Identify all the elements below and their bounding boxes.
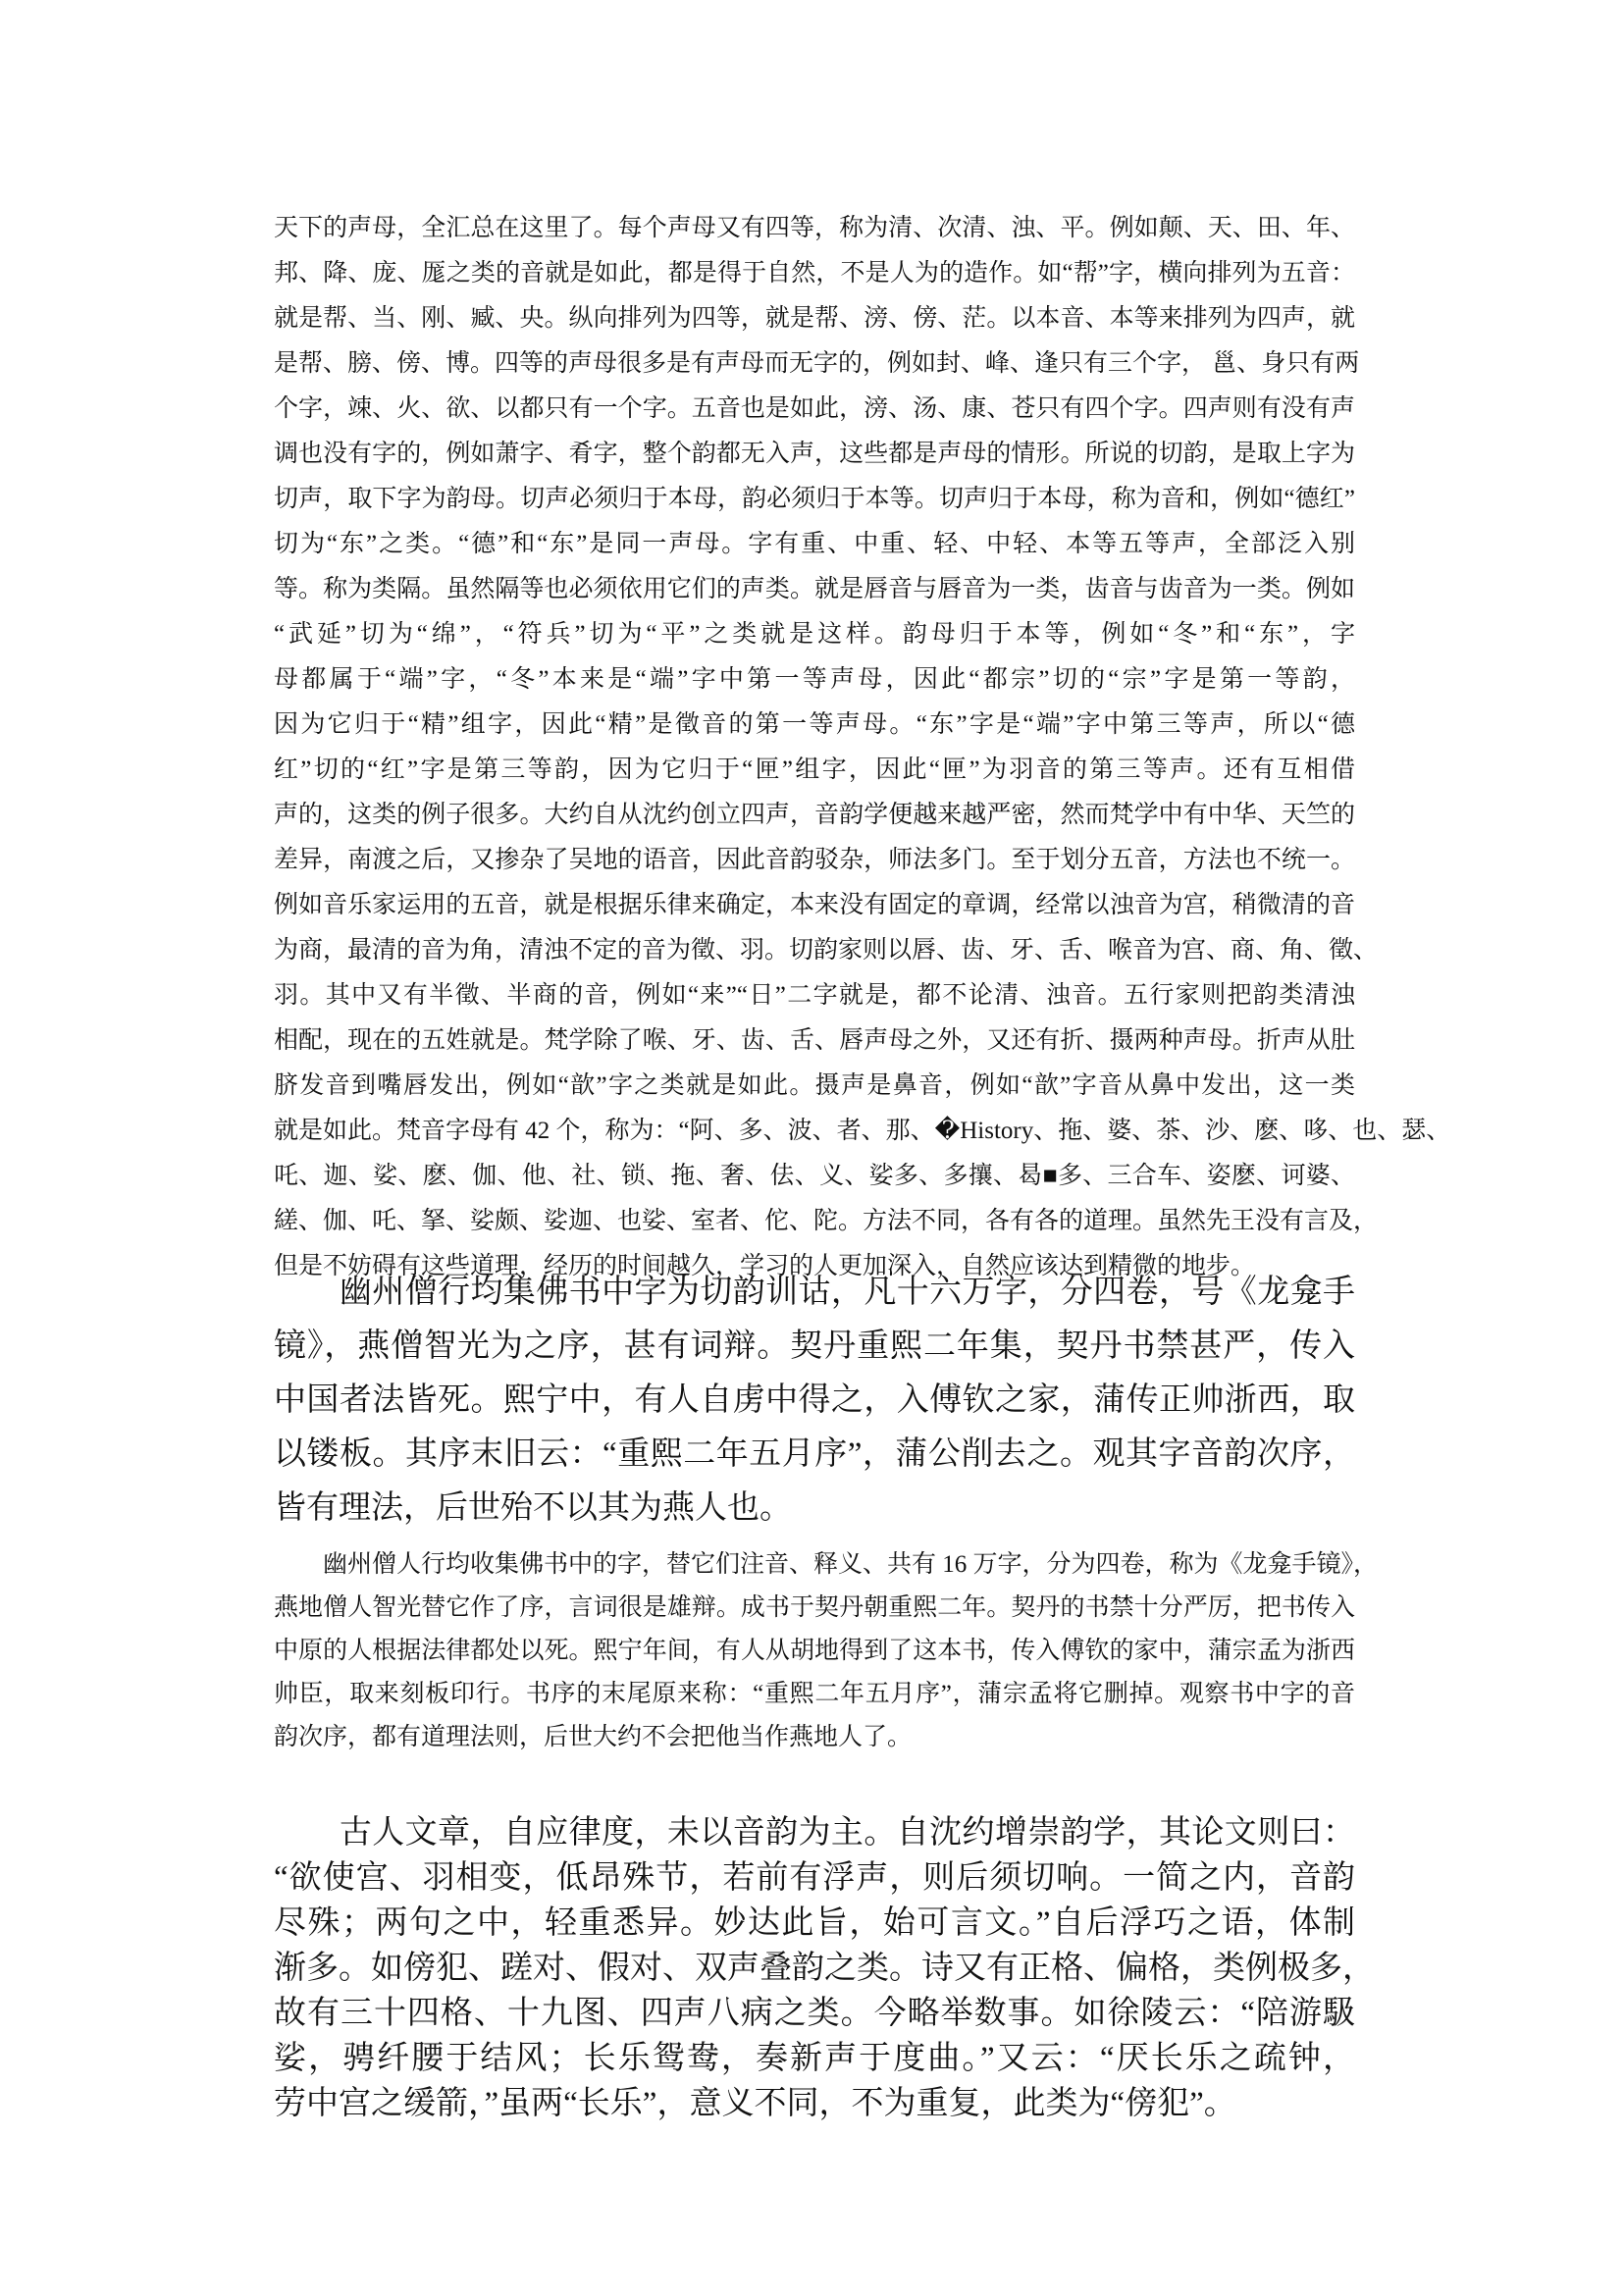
text-line: 是帮、膀、傍、博。四等的声母很多是有声母而无字的，例如封、峰、逢只有三个字， 邕、身只有两: [274, 350, 1360, 377]
text-line: 红”切的“红”字是第三等韵，因为它归于“匣”组字，因此“匣”为羽音的第三等声。还有互相借: [274, 756, 1355, 783]
text-line: 镜》，燕僧智光为之序，甚有词辩。契丹重熙二年集，契丹书禁甚严，传入: [274, 1329, 1355, 1364]
paragraph-original-longkan: [274, 1266, 1355, 1536]
text-line: 但是不妨碍有这些道理，经历的时间越久，学习的人更加深入，自然应该达到精微的地步。: [274, 1253, 1256, 1279]
text-line: 切为“东”之类。“德”和“东”是同一声母。字有重、中重、轻、中轻、本等五等声，全部泛入别: [274, 531, 1355, 557]
text-line: 脐发音到嘴唇发出，例如“歆”字之类就是如此。摄声是鼻音，例如“歆”字音从鼻中发出，这一类: [274, 1072, 1355, 1099]
text-line: 古人文章，自应律度，未以音韵为主。自沈约增崇韵学，其论文则曰：: [274, 1815, 1355, 1851]
text-line: 羽。其中又有半徵、半商的音，例如“来”“日”二字就是，都不论清、浊音。五行家则把韵类清浊: [274, 982, 1355, 1009]
text-line: 韵次序，都有道理法则，后世大约不会把他当作燕地人了。: [274, 1724, 913, 1750]
text-line: 縒、伽、吒、拏、娑颇、娑迦、也娑、室者、佗、陀。方法不同，各有各的道理。虽然先王没有言及，: [274, 1208, 1379, 1234]
text-line: 就是如此。梵音字母有 42 个，称为：“阿、多、波、者、那、�History、拖、婆、茶、沙、麽、哆、也、瑟、: [274, 1118, 1451, 1144]
text-line: “武延”切为“绵”，“符兵”切为“平”之类就是这样。韵母归于本等，例如“冬”和“东”，字: [274, 621, 1355, 648]
text-line: 故有三十四格、十九图、四声八病之类。今略举数事。如徐陵云：“陪游馺: [274, 1996, 1355, 2031]
text-line: 天下的声母，全汇总在这里了。每个声母又有四等，称为清、次清、浊、平。例如颠、天、田、年、: [274, 215, 1355, 241]
text-line: 差异，南渡之后，又掺杂了吴地的语音，因此音韵驳杂，师法多门。至于划分五音，方法也不统一。: [274, 847, 1355, 873]
text-line: 幽州僧行均集佛书中字为切韵训诂，凡十六万字，分四卷，号《龙龛手: [274, 1275, 1355, 1310]
text-line: 就是帮、当、刚、臧、央。纵向排列为四等，就是帮、滂、傍、茫。以本音、本等来排列为四声，就: [274, 305, 1355, 332]
text-line: 娑，骋纤腰于结风；长乐鸳鸯，奏新声于度曲。”又云：“厌长乐之疏钟，: [274, 2041, 1355, 2076]
text-line: 声的，这类的例子很多。大约自从沈约创立四声，音韵学便越来越严密，然而梵学中有中华、天竺的: [274, 802, 1355, 828]
paragraph-translation-longkan: [274, 1543, 1379, 1759]
text-line: 切声，取下字为韵母。切声必须归于本母，韵必须归于本等。切声归于本母，称为音和，例如“德红”: [274, 486, 1355, 512]
paragraph-translation-phonology: [274, 206, 1451, 1289]
text-line: 以镂板。其序末旧云：“重熙二年五月序”，蒲公削去之。观其字音韵次序，: [274, 1436, 1355, 1472]
text-line: 吒、迦、娑、麽、伽、他、社、锁、拖、奢、佉、义、娑多、多攘、曷■多、三合车、姿麽、诃婆、: [274, 1163, 1355, 1189]
text-line: 渐多。如傍犯、蹉对、假对、双声叠韵之类。诗又有正格、偏格，类例极多，: [274, 1951, 1375, 1986]
text-line: 幽州僧人行均收集佛书中的字，替它们注音、释义、共有 16 万字，分为四卷，称为《龙龛手镜》，: [274, 1551, 1379, 1578]
text-line: 邦、降、庞、厖之类的音就是如此，都是得于自然，不是人为的造作。如“帮”字，横向排列为五音：: [274, 260, 1355, 287]
text-line: 中国者法皆死。熙宁中，有人自虏中得之，入傅钦之家，蒲传正帅浙西，取: [274, 1382, 1355, 1418]
text-line: 为商，最清的音为角，清浊不定的音为徵、羽。切韵家则以唇、齿、牙、舌、喉音为宫、商、角、徵、: [274, 937, 1379, 964]
text-line: 相配，现在的五姓就是。梵学除了喉、牙、齿、舌、唇声母之外，又还有折、摄两种声母。折声从肚: [274, 1027, 1355, 1054]
text-line: 例如音乐家运用的五音，就是根据乐律来确定，本来没有固定的章调，经常以浊音为宫，稍微清的音: [274, 892, 1355, 918]
text-line: 帅臣，取来刻板印行。书序的末尾原来称：“重熙二年五月序”，蒲宗孟将它删掉。观察书中字的音: [274, 1681, 1355, 1707]
text-line: 因为它归于“精”组字，因此“精”是徵音的第一等声母。“东”字是“端”字中第三等声，所以“德: [274, 711, 1355, 738]
text-line: 燕地僧人智光替它作了序，言词很是雄辩。成书于契丹朝重熙二年。契丹的书禁十分严厉，把书传入: [274, 1594, 1355, 1621]
text-line: 尽殊；两句之中，轻重悉异。妙达此旨，始可言文。”自后浮巧之语，体制: [274, 1905, 1355, 1941]
text-line: “欲使宫、羽相变，低昂殊节，若前有浮声，则后须切响。一简之内，音韵: [274, 1860, 1355, 1896]
text-line: 等。称为类隔。虽然隔等也必须依用它们的声类。就是唇音与唇音为一类，齿音与齿音为一类。例如: [274, 576, 1355, 602]
paragraph-original-wenzhang: [274, 1810, 1375, 2126]
text-line: 中原的人根据法律都处以死。熙宁年间，有人从胡地得到了这本书，传入傅钦的家中，蒲宗孟为浙西: [274, 1638, 1355, 1664]
text-line: 皆有理法，后世殆不以其为燕人也。: [274, 1490, 792, 1526]
text-line: 母都属于“端”字，“冬”本来是“端”字中第一等声母，因此“都宗”切的“宗”字是第一等韵，: [274, 666, 1355, 693]
text-line: 劳中宫之缓箭，”虽两“长乐”，意义不同，不为重复，此类为“傍犯”。: [274, 2086, 1236, 2121]
text-line: 个字，竦、火、欲、以都只有一个字。五音也是如此，滂、汤、康、苍只有四个字。四声则有没有声: [274, 395, 1355, 422]
text-line: 调也没有字的，例如萧字、肴字，整个韵都无入声，这些都是声母的情形。所说的切韵，是取上字为: [274, 441, 1355, 467]
